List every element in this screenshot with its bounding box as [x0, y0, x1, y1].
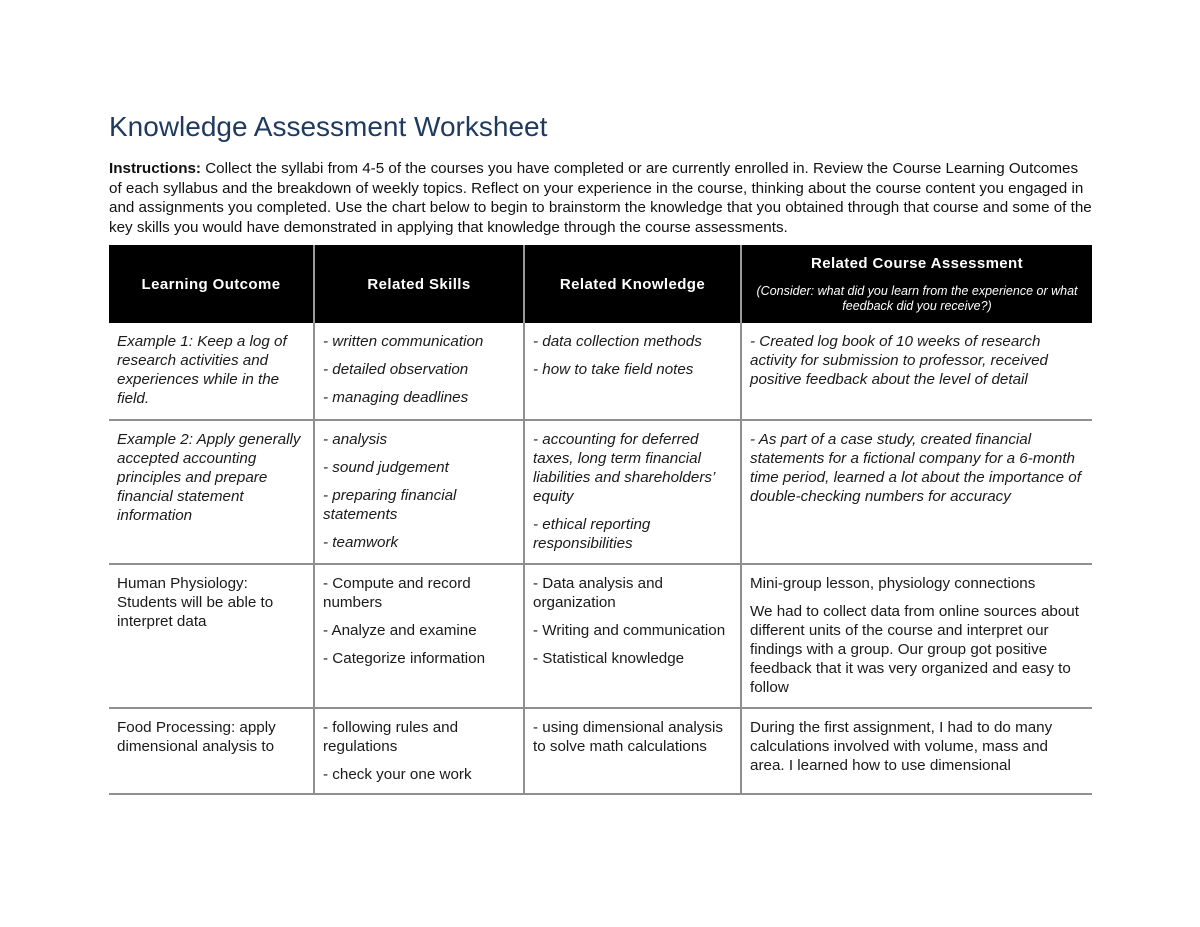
cell-skills — [314, 420, 524, 564]
header-learning-outcome: Learning Outcome — [109, 245, 314, 323]
cell-text: - analysis — [323, 431, 388, 449]
cell-text: - Categorize information — [323, 650, 486, 668]
header-assessment-note: (Consider: what did you learn from the experience or what feedback did you receive?) — [756, 283, 1078, 313]
cell-text: - teamwork — [323, 534, 399, 552]
instructions-label: Instructions: — [109, 160, 201, 177]
cell-assessment — [741, 323, 1092, 420]
cell-text: - accounting for deferred taxes, long term financial liabilities and shareholders’ equity — [533, 431, 715, 506]
cell-text: - Created log book of 10 weeks of research activity for submission to professor, received positive feedback about the level of detail — [750, 333, 1048, 389]
cell-text: During the first assignment, I had to do many calculations involved with volume, mass and area. I learned how to use dimensional — [750, 719, 1053, 775]
cell-knowledge — [524, 708, 741, 794]
cell-outcome — [109, 708, 314, 794]
cell-text: - Data analysis and organization — [533, 575, 664, 612]
cell-text: - following rules and regulations — [323, 719, 459, 756]
cell-text: - data collection methods — [533, 333, 702, 351]
cell-text: - detailed observation — [323, 361, 469, 379]
assessment-table — [109, 245, 1092, 795]
cell-outcome — [109, 420, 314, 564]
cell-text: Example 2: Apply generally accepted accounting principles and prepare financial statement information — [117, 431, 301, 525]
cell-assessment — [741, 708, 1092, 794]
header-related-assessment — [741, 245, 1092, 323]
header-related-knowledge: Related Knowledge — [524, 245, 741, 323]
cell-text: - ethical reporting responsibilities — [533, 516, 651, 553]
cell-text: - Compute and record numbers — [323, 575, 471, 612]
cell-text: - written communication — [323, 333, 484, 351]
cell-assessment — [741, 564, 1092, 708]
cell-text: - managing deadlines — [323, 389, 469, 407]
table-header-row — [109, 245, 1092, 323]
table-row — [109, 564, 1092, 708]
cell-text: We had to collect data from online sources about different units of the course and interpret our findings with a group. Our group got positive feedback that it was very organized and easy to follow — [750, 603, 1079, 697]
cell-knowledge — [524, 323, 741, 420]
cell-text: - sound judgement — [323, 459, 449, 477]
cell-text: - Analyze and examine — [323, 622, 477, 640]
cell-skills — [314, 564, 524, 708]
cell-text: - using dimensional analysis to solve math calculations — [533, 719, 723, 756]
cell-knowledge — [524, 564, 741, 708]
header-assessment-title: Related Course Assessment — [810, 254, 1024, 272]
cell-text: - preparing financial statements — [323, 487, 457, 524]
table-row — [109, 420, 1092, 564]
cell-outcome — [109, 564, 314, 708]
instructions-paragraph — [109, 159, 1092, 237]
cell-text: - Statistical knowledge — [533, 650, 685, 668]
cell-assessment — [741, 420, 1092, 564]
table-row — [109, 708, 1092, 794]
page-title: Knowledge Assessment Worksheet — [109, 111, 548, 142]
cell-text: - how to take field notes — [533, 361, 694, 379]
cell-skills — [314, 323, 524, 420]
cell-skills — [314, 708, 524, 794]
header-related-skills: Related Skills — [314, 245, 524, 323]
cell-text: - As part of a case study, created financial statements for a fictional company for a 6-month time period, learned a lot about the importance of double-checking numbers for accuracy — [750, 431, 1081, 506]
cell-text: Example 1: Keep a log of research activities and experiences while in the field. — [117, 333, 287, 408]
table-row — [109, 323, 1092, 420]
cell-text: Mini-group lesson, physiology connections — [750, 575, 1036, 593]
cell-text: Human Physiology: Students will be able to interpret data — [117, 575, 274, 631]
cell-text: - Writing and communication — [533, 622, 726, 640]
instructions-text: Collect the syllabi from 4-5 of the courses you have completed or are currently enrolled in. Review the Course Learning Outcomes of each syllabus and the breakdown of weekly topics. Reflect on your experience in the course, thinking about the course content you engaged in and assignments you completed. Use the chart below to begin to brainstorm the knowledge that you obtained through that course and some of the key skills you would have demonstrated in applying that knowledge through the course assessments. — [109, 160, 1092, 236]
cell-knowledge — [524, 420, 741, 564]
cell-text: - check your one work — [323, 766, 472, 784]
cell-outcome — [109, 323, 314, 420]
worksheet-page — [109, 110, 1092, 795]
cell-text: Food Processing: apply dimensional analysis to — [117, 719, 276, 756]
